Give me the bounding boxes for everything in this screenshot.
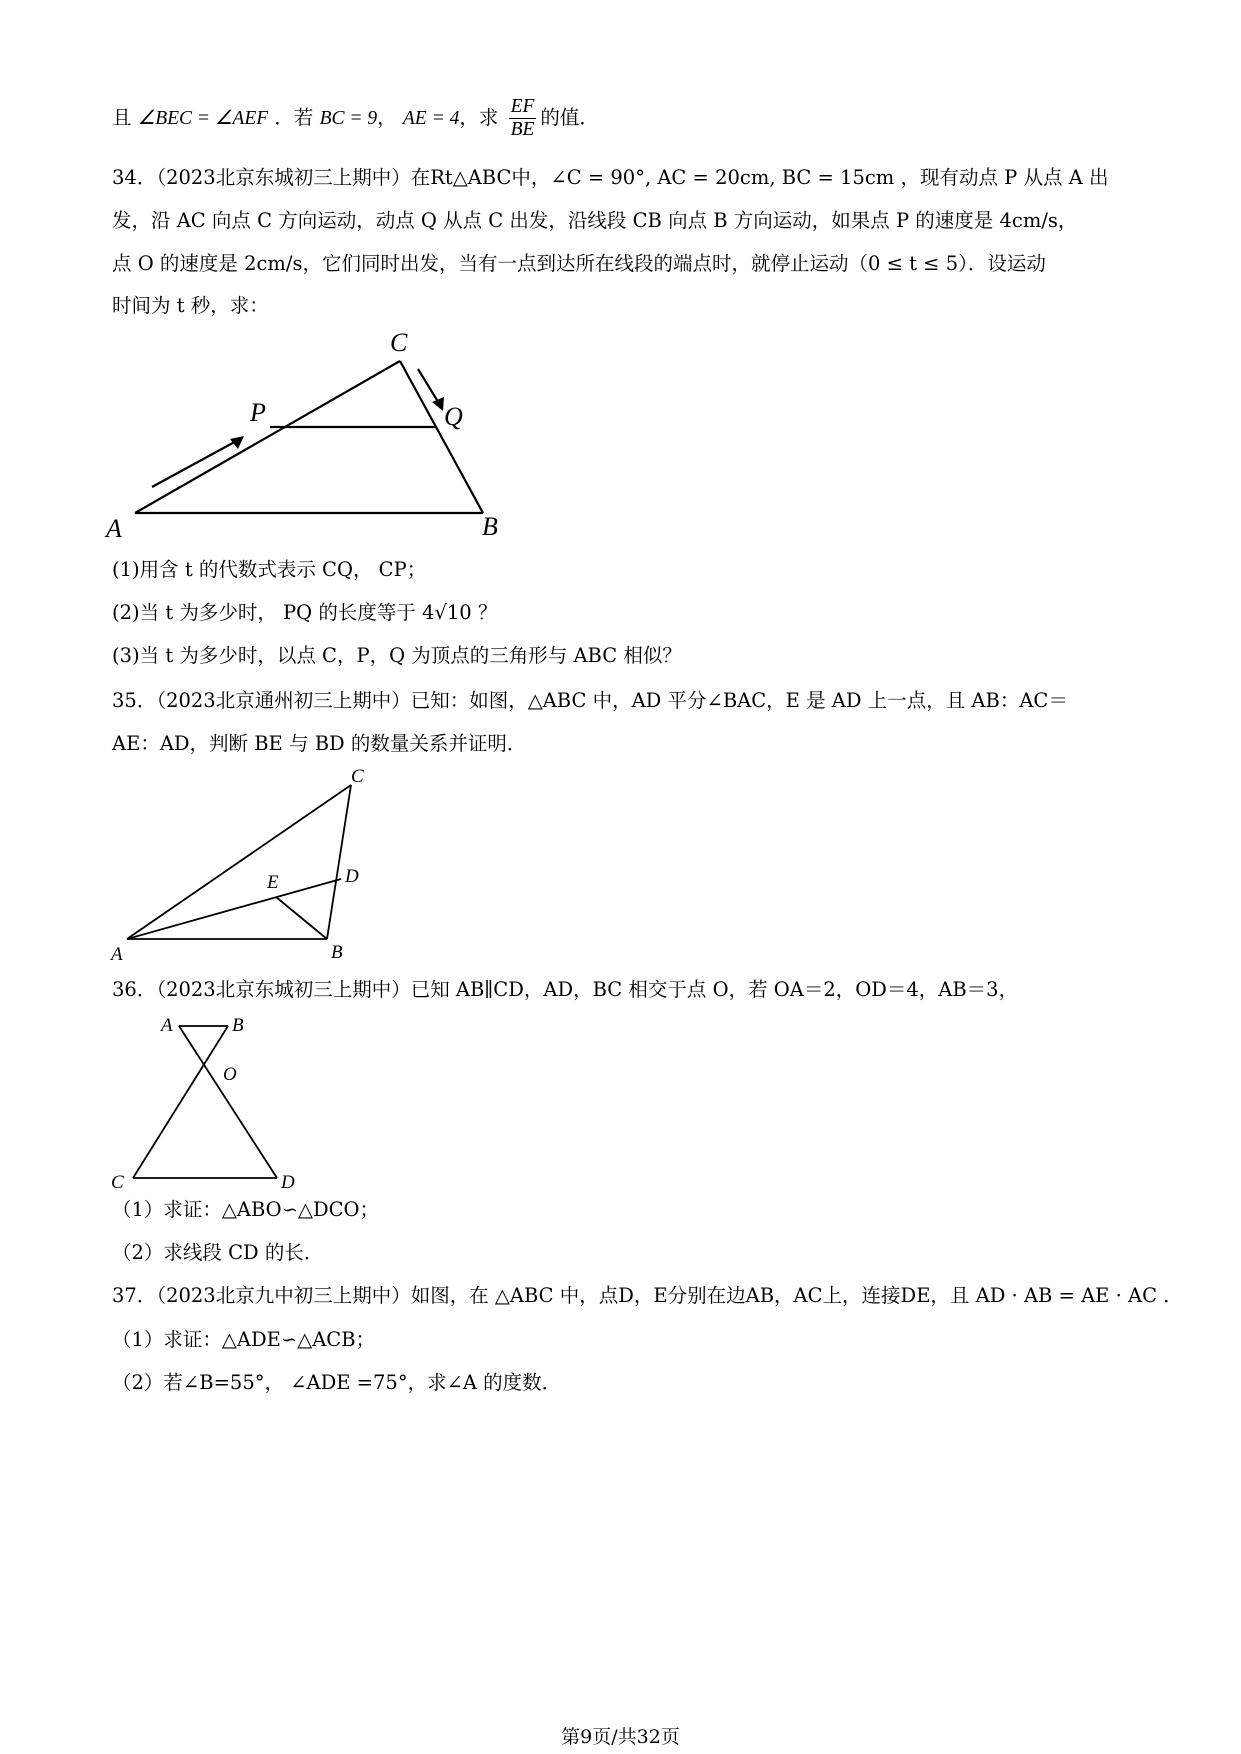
q37-sub-1: （1）求证：△ADE∽△ACB； (112, 1328, 376, 1351)
q33-ae: AE = 4 (402, 108, 460, 129)
q33-fraction (509, 96, 537, 141)
q36-sub-2: （2）求线段 CD 的长． (112, 1241, 324, 1264)
q36-figure (105, 1008, 325, 1198)
q37-line-1: 37．（2023北京九中初三上期中）如图，在 △ABC 中，点D，E分别在边AB，AC上，连接DE，且 AD · AB = AE · AC ． (112, 1284, 1183, 1307)
q33-end: 的值． (540, 106, 599, 129)
q33-mid: ．若 (274, 106, 314, 129)
q34-label-b: B (482, 512, 498, 541)
q33-ask: ，求 (459, 106, 499, 129)
q34-label-q: Q (444, 402, 463, 431)
q35-label-b: B (331, 942, 343, 963)
q35-side-cb (327, 785, 351, 939)
q34-label-c: C (390, 328, 408, 357)
q35-side-ac (127, 785, 351, 939)
q34-line-4: 时间为 t 秒，求： (112, 294, 269, 317)
q35-line-2: AE：AD，判断 BE 与 BD 的数量关系并证明． (112, 732, 527, 755)
q35-line-1: 35．（2023北京通州初三上期中）已知：如图，△ABC 中，AD 平分∠BAC，E 是 AD 上一点，且 AB：AC＝ (112, 689, 1068, 712)
q35-label-a: A (111, 944, 123, 965)
q36-segment-bc (133, 1026, 228, 1178)
q34-label-p: P (250, 398, 266, 427)
q34-sub-3: (3)当 t 为多少时，以点 C，P，Q 为顶点的三角形与 ABC 相似？ (112, 644, 682, 667)
q35-label-e: E (267, 872, 279, 893)
q34-side-ac (135, 361, 400, 513)
q35-label-d: D (345, 866, 359, 887)
q37-sub-2: （2）若∠B=55°， ∠ADE =75°，求∠A 的度数． (112, 1371, 562, 1394)
q34-line-1: 34．（2023北京东城初三上期中）在Rt△ABC中，∠C = 90°, AC = 20cm, BC = 15cm ，现有动点 P 从点 A 出 (112, 166, 1109, 189)
q36-label-b: B (232, 1015, 244, 1036)
q36-label-a: A (161, 1015, 173, 1036)
q33-bc: BC = 9 (319, 108, 378, 129)
q35-segment-ad (127, 879, 341, 939)
q35-segment-be (276, 897, 327, 939)
q34-line-3: 点 O 的速度是 2cm/s，它们同时出发，当有一点到达所在线段的端点时，就停止运动（0 ≤ t ≤ 5）．设运动 (112, 252, 1046, 275)
q36-sub-1: （1）求证：△ABO∽△DCO； (112, 1198, 380, 1221)
q36-line-1: 36．（2023北京东城初三上期中）已知 AB∥CD，AD，BC 相交于点 O，若 OA＝2，OD＝4，AB＝3， (112, 978, 1019, 1001)
q34-sub-1: (1)用含 t 的代数式表示 CQ， CP； (112, 558, 427, 581)
q33-sep: ， (377, 106, 397, 129)
q35-figure (105, 768, 385, 968)
q33-fraction-denominator: BE (510, 119, 535, 140)
q34-arrowhead-cq (432, 397, 444, 411)
q33-pre: 且 (112, 106, 132, 129)
q34-sub-2: (2)当 t 为多少时， PQ 的长度等于 4√10 ？ (112, 601, 498, 624)
q34-side-cb (400, 361, 483, 513)
q34-figure (100, 325, 520, 545)
q33-fraction-numerator: EF (510, 96, 535, 117)
q34-line-2: 发，沿 AC 向点 C 方向运动，动点 Q 从点 C 出发，沿线段 CB 向点 B 方向运动，如果点 P 的速度是 4cm/s， (112, 209, 1078, 232)
q36-label-d: D (281, 1172, 295, 1193)
q36-label-c: C (111, 1172, 124, 1193)
q33-tail-line (112, 96, 599, 141)
q36-segment-ad (179, 1026, 277, 1178)
q34-arrow-ap (152, 439, 240, 487)
page-footer: 第9页/共32页 (561, 1726, 680, 1748)
q35-label-c: C (351, 766, 364, 787)
q36-label-o: O (223, 1064, 237, 1085)
q34-label-a: A (106, 514, 122, 543)
q33-condition: ∠BEC = ∠AEF (137, 108, 269, 129)
